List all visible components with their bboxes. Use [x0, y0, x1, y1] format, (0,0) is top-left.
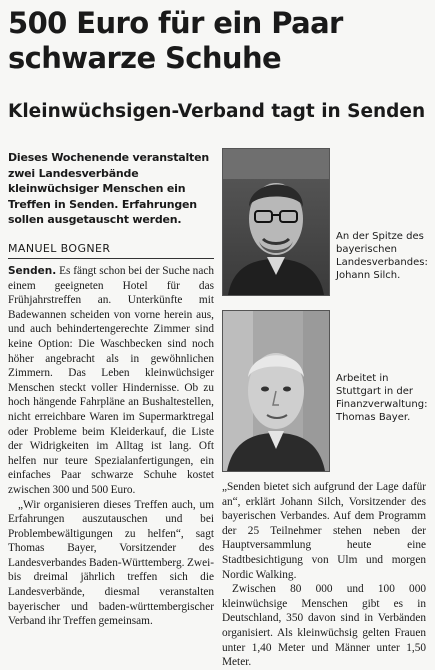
photo-caption-1: An der Spitze des bayerischen Landesverbandes: Johann Silch. — [336, 231, 428, 281]
headline: 500 Euro für ein Paar schwarze Schuhe — [8, 6, 343, 75]
byline: MANUEL BOGNER — [8, 242, 111, 255]
portrait-photo-thomas-bayer — [222, 310, 330, 472]
article-paragraph: Zwischen 80 000 und 100 000 kleinwüchsige Menschen gibt es in Deutschland, 350 davon sind in Verbänden organisiert. Als kleinwüchsig gelten Frauen unter 1,40 Meter und Männer unter 1,50 Meter. — [222, 583, 426, 669]
article-body-column-1 — [8, 264, 214, 629]
article-paragraph — [8, 264, 214, 498]
byline-rule — [8, 258, 214, 259]
article-paragraph: „Wir organisieren dieses Treffen auch, um Erfahrungen auszutauschen und bei Problembewältigungen zu helfen“, sagt Thomas Bayer, Vorsitzender des Landesverbandes Baden-Württemberg. Zwei- bis dreimal jährlich treffen sich die Landesverbände, diesmal veranstalten bayerischer und baden-württembergischer Verband ihr Treffen gemeinsam. — [8, 498, 214, 628]
teaser-paragraph: Dieses Wochenende veranstalten zwei Landesverbände kleinwüchsiger Menschen ein Treffen in Senden. Erfahrungen sollen ausgetauscht werden. — [8, 151, 210, 226]
article-body-column-2 — [222, 480, 426, 670]
article-paragraph: „Senden bietet sich aufgrund der Lage dafür an“, erklärt Johann Silch, Vorsitzender des bayerischen Verbandes. Auf dem Programm der 25 Teilnehmer stehen neben der Hauptversammlung heute eine Stadtbesichtigung von Ulm und morgen Nordic Walking. — [222, 481, 426, 581]
portrait-photo-johann-silch — [222, 148, 330, 296]
photo-caption-2: Arbeitet in Stuttgart in der Finanzverwaltung: Thomas Bayer. — [336, 373, 428, 423]
dateline: Senden. — [8, 265, 57, 277]
paragraph-text: Es fängt schon bei der Suche nach einem geeigneten Hotel für das Frühjahrstreffen an. Unterkünfte mit Badewannen scheiden von vorne herein aus, und auch behindertengerechte Zimmer sind keine Option: Die Waschbecken sind noch höher angebracht als in gewöhnlichen Zimmern. Das Leben kleinwüchsiger Menschen steckt voller Hindernisse. Ob zu hoch hängende Fahrpläne an Bushaltestellen, nicht erreichbare Waren im Supermarktregal oder Probleme beim Kleiderkauf, die Liste der Widrigkeiten im Alltag ist lang. Oft helfen nur teure Spezialanfertigungen, ein einfaches Paar schwarze Schuhe kostet zwischen 300 und 500 Euro. — [8, 265, 214, 496]
subheadline: Kleinwüchsigen-Verband tagt in Senden — [8, 101, 426, 122]
portrait-illustration — [223, 149, 329, 295]
portrait-illustration — [223, 311, 329, 471]
